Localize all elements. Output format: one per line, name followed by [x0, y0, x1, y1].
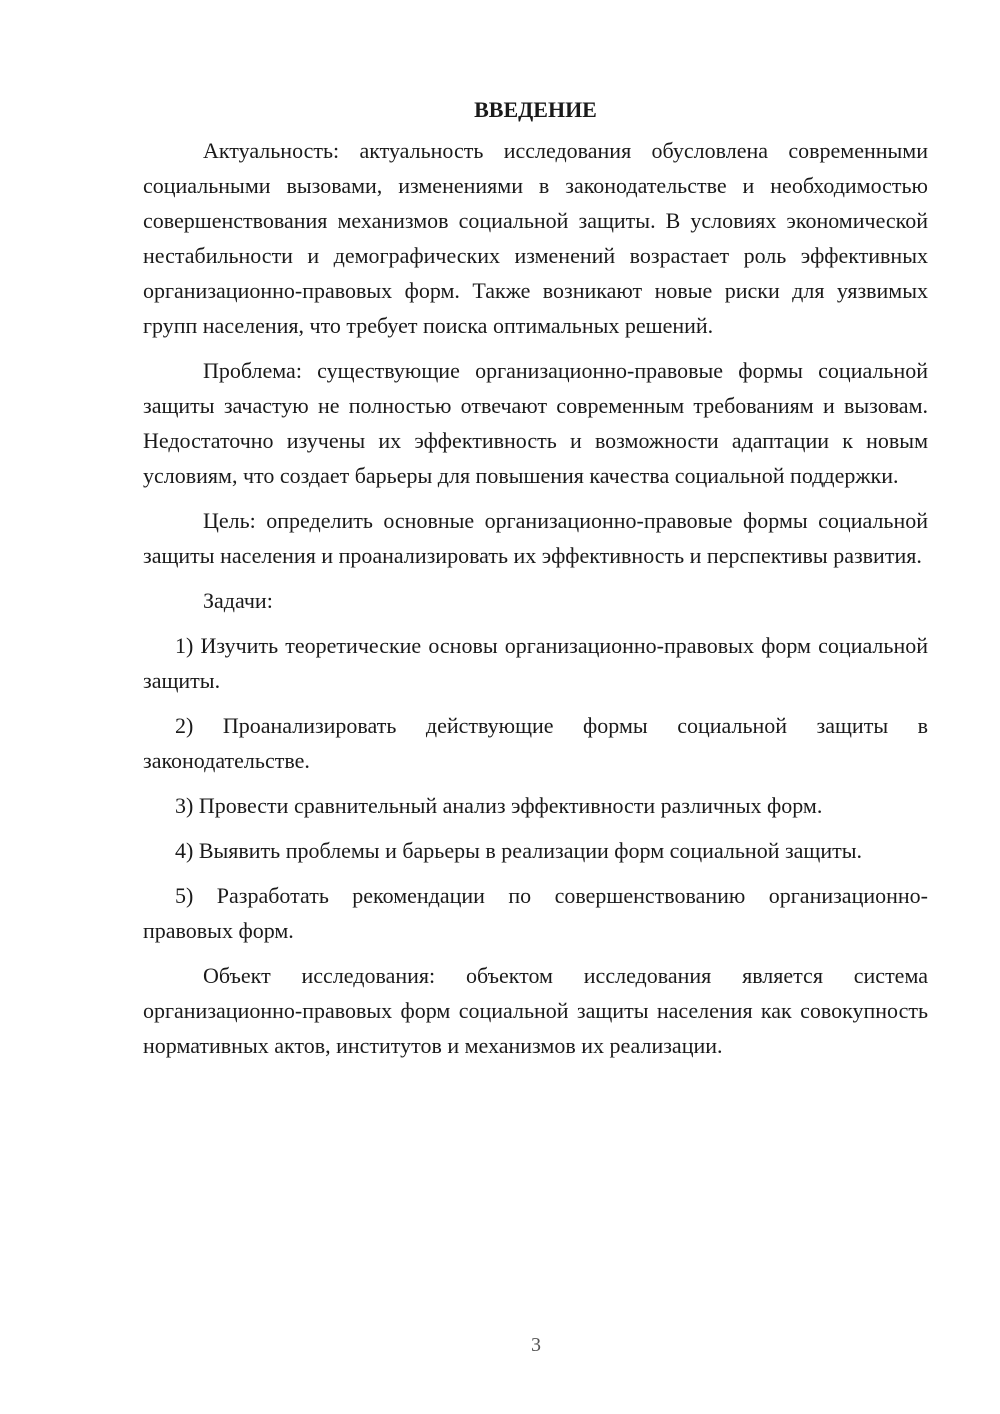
paragraph-object: Объект исследования: объектом исследования является система организационно-правовых форм социальной защиты населения как совокупность нормативных актов, институтов и механизмов их реализации. — [143, 963, 928, 1058]
task-item-2: 2) Проанализировать действующие формы социальной защиты в законодательстве. — [143, 713, 928, 773]
paragraph-goal: Цель: определить основные организационно-правовые формы социальной защиты населения и проанализировать их эффективность и перспективы развития. — [143, 508, 928, 568]
paragraph-problem: Проблема: существующие организационно-правовые формы социальной защиты зачастую не полностью отвечают современным требованиям и вызовам. Недостаточно изучены их эффективность и возможности адаптации к новым условиям, что создает барьеры для повышения качества социальной поддержки. — [143, 358, 928, 488]
task-item-5: 5) Разработать рекомендации по совершенствованию организационно-правовых форм. — [143, 883, 928, 943]
document-page — [143, 92, 928, 1073]
section-title: ВВЕДЕНИЕ — [474, 97, 597, 122]
task-item-3: 3) Провести сравнительный анализ эффективности различных форм. — [175, 793, 823, 818]
task-list — [143, 628, 928, 948]
task-item-4: 4) Выявить проблемы и барьеры в реализации форм социальной защиты. — [175, 838, 863, 863]
paragraph-relevance: Актуальность: актуальность исследования обусловлена современными социальными вызовами, изменениями в законодательстве и необходимостью совершенствования механизмов социальной защиты. В условиях экономической нестабильности и демографических изменений возрастает роль эффективных организационно-правовых форм. Также возникают новые риски для уязвимых групп населения, что требует поиска оптимальных решений. — [143, 138, 928, 338]
task-item-1: 1) Изучить теоретические основы организационно-правовых форм социальной защиты. — [143, 633, 928, 693]
page-number: 3 — [531, 1334, 541, 1356]
paragraph-tasks-heading: Задачи: — [203, 588, 273, 613]
